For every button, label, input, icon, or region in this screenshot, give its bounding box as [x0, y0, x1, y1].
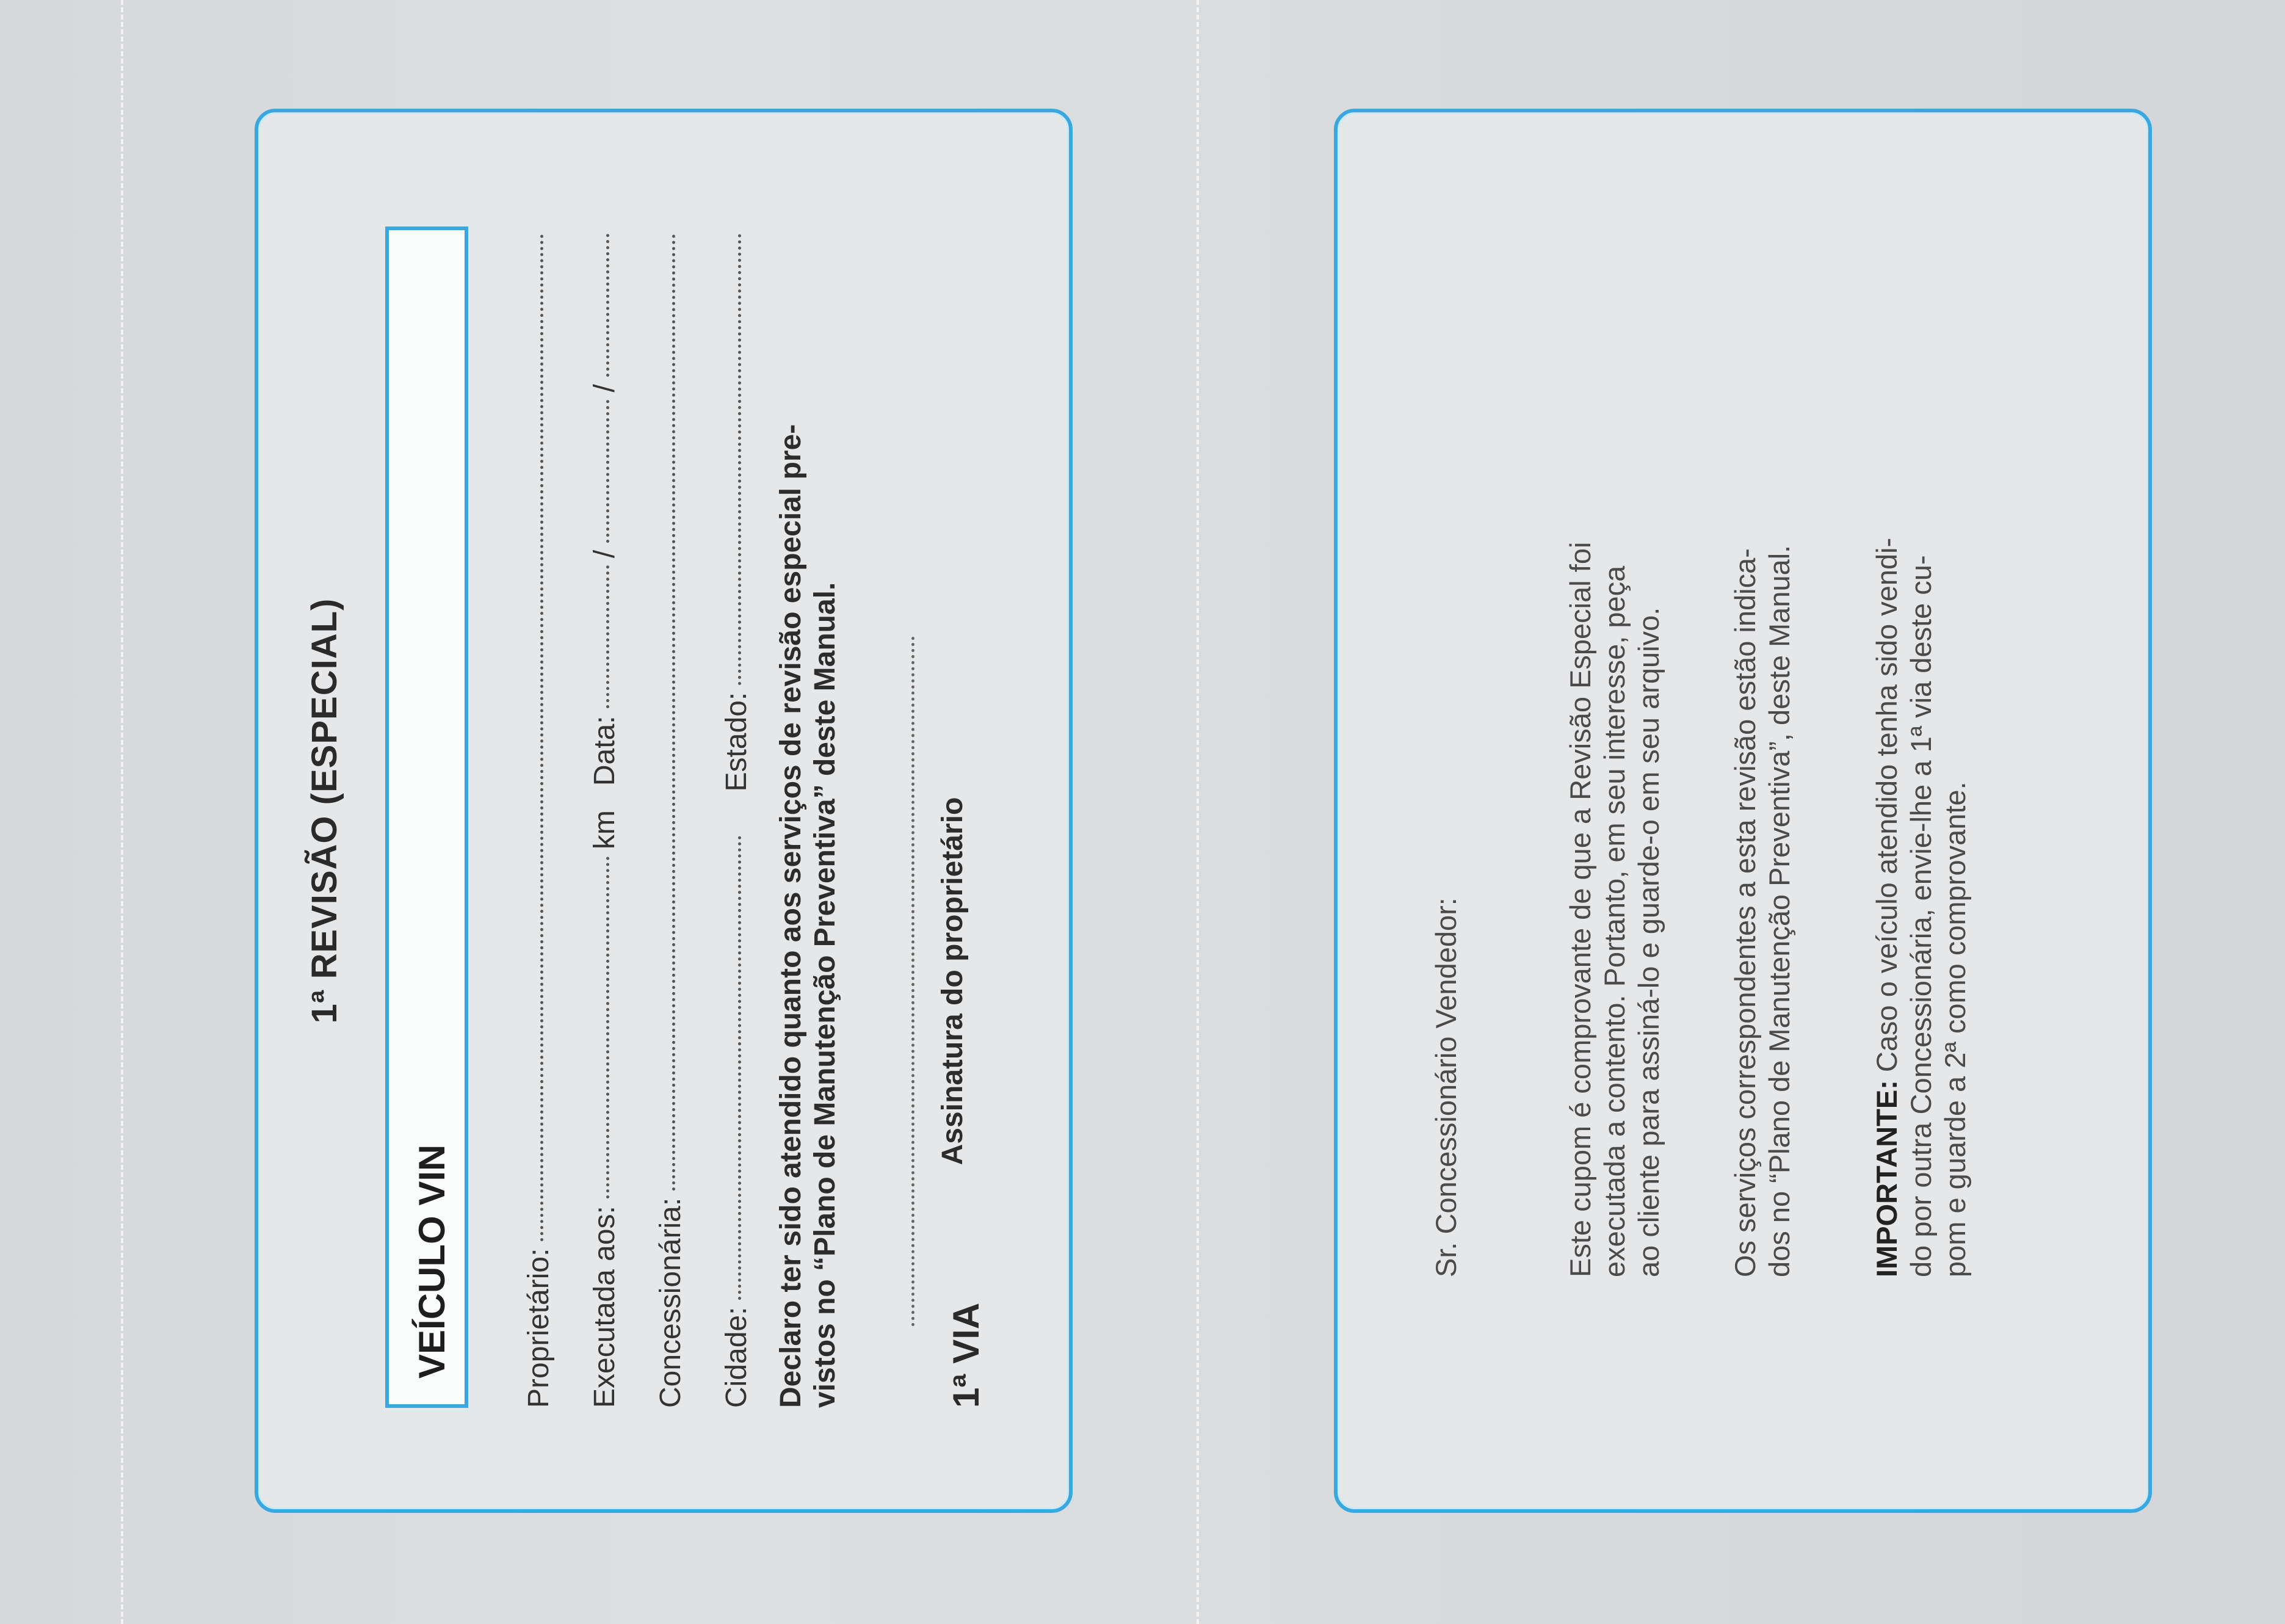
paragraph-1-line-2: executada a contento. Portanto, em seu interesse, peça	[1598, 565, 1631, 1277]
paragraph-3-line-1-text: Caso o veículo atendido tenha sido vendi-	[1870, 537, 1903, 1081]
via-label: 1ª VIA	[946, 1302, 987, 1408]
greeting-text: Sr. Concessionário Vendedor:	[1430, 897, 1462, 1277]
paragraph-1-line-3: ao cliente para assiná-lo e guarde-o em seu arquivo.	[1632, 607, 1665, 1277]
city-label: Cidade:	[720, 1307, 753, 1408]
paragraph-3-line-2: do por outra Concessionária, envie-lhe a 1ª via deste cu-	[1905, 555, 1937, 1277]
date-separator-1: /	[588, 549, 621, 559]
date-label: Data:	[588, 716, 621, 786]
vin-field[interactable]	[385, 227, 468, 1408]
declaration-line-1: Declaro ter sido atendido quanto aos serviços de revisão especial pre-	[775, 424, 807, 1408]
date-year-field[interactable]	[606, 234, 609, 377]
km-unit: km	[588, 810, 621, 850]
owner-row	[522, 227, 556, 1408]
paragraph-1-line-1: Este cupom é comprovante de que a Revisão Especial foi	[1564, 542, 1596, 1277]
paragraph-3-line-3: pom e guarde a 2ª como comprovante.	[1939, 781, 1971, 1277]
signature-label: Assinatura do proprietário	[936, 797, 969, 1165]
owner-label: Proprietário:	[523, 1248, 555, 1408]
paragraph-2-line-1: Os serviços correspondentes a esta revisão estão indica-	[1729, 548, 1761, 1277]
signature-line[interactable]	[911, 636, 914, 1326]
executed-row	[588, 227, 621, 1408]
paragraph-2	[1728, 178, 1797, 1277]
state-field[interactable]	[738, 234, 741, 685]
km-field[interactable]	[606, 857, 609, 1198]
important-label: IMPORTANTE:	[1870, 1080, 1903, 1277]
declaration-text	[774, 227, 842, 1408]
city-field[interactable]	[738, 836, 741, 1300]
revision-coupon-front	[255, 109, 1073, 1513]
city-state-row	[720, 227, 753, 1408]
dealer-label: Concessionária:	[654, 1197, 687, 1408]
perforation-line-middle	[1197, 0, 1199, 1624]
vin-label: VEÍCULO VIN	[411, 1144, 452, 1379]
paragraph-3	[1870, 178, 1972, 1277]
date-day-field[interactable]	[606, 565, 609, 708]
coupon-title: 1ª REVISÃO (ESPECIAL)	[305, 598, 344, 1024]
dealer-field[interactable]	[672, 234, 675, 1191]
paragraph-3-line-1	[1870, 178, 1904, 1277]
dealer-row	[654, 227, 687, 1408]
coupon-back-content	[1338, 112, 2148, 1509]
revision-coupon-back	[1334, 109, 2152, 1513]
declaration-line-2: vistos no “Plano de Manutenção Preventiva” deste Manual.	[809, 582, 841, 1408]
date-separator-2: /	[588, 384, 621, 393]
coupon-front-content	[258, 112, 1069, 1509]
paragraph-2-line-2: dos no “Plano de Manutenção Preventiva”, deste Manual.	[1763, 545, 1795, 1277]
owner-field[interactable]	[540, 234, 543, 1241]
perforation-line-left	[121, 0, 123, 1624]
paragraph-1	[1563, 178, 1666, 1277]
date-month-field[interactable]	[606, 400, 609, 543]
state-label: Estado:	[720, 692, 753, 792]
executed-label: Executada aos:	[588, 1206, 621, 1408]
